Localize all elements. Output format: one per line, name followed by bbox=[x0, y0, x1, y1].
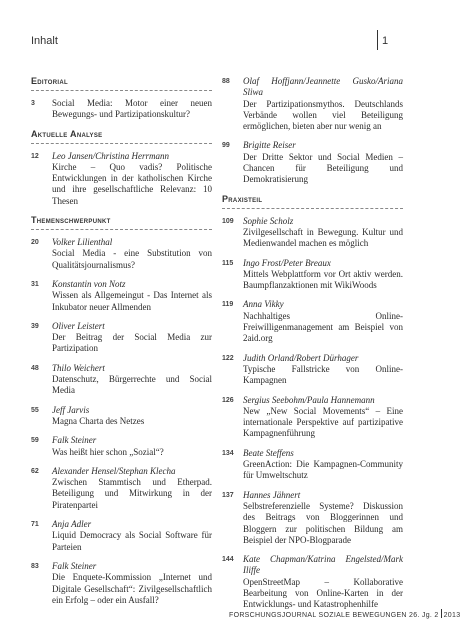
journal-footer bbox=[229, 609, 460, 619]
toc-entry[interactable] bbox=[31, 435, 212, 458]
toc-entry[interactable] bbox=[31, 466, 212, 511]
entry-page-number: 12 bbox=[31, 152, 39, 160]
entry-page-number: 62 bbox=[31, 467, 39, 475]
toc-entry[interactable] bbox=[31, 98, 212, 121]
entry-title: Der Dritte Sektor und Social Medien – Chancen für Beteiligung und Demokratisierung bbox=[243, 151, 403, 185]
entry-author: Konstantin von Notz bbox=[52, 278, 126, 289]
entry-page-number: 115 bbox=[222, 259, 234, 267]
entry-page-number: 83 bbox=[31, 562, 39, 570]
entry-title: Die Enquete-Kommission „Internet und Digitale Gesellschaft“: Zivilgesellschaftlich ein Erfolg – oder ein Ausfall? bbox=[52, 572, 212, 605]
entry-title: Zwischen Stammtisch und Etherpad. Beteiligung und Mitwirkung in der Piratenpartei bbox=[52, 477, 212, 510]
toc-entry[interactable] bbox=[31, 561, 212, 606]
toc-entry[interactable] bbox=[31, 405, 212, 428]
entry-title: Social Media: Motor einer neuen Bewegungs- und Partizipationskultur? bbox=[52, 98, 212, 120]
entry-author: Leo Jansen/Christina Herrmann bbox=[52, 150, 169, 161]
section-heading: Editorial bbox=[31, 76, 68, 86]
section-heading: Themenschwerpunkt bbox=[31, 215, 111, 226]
toc-header-title: Inhalt bbox=[31, 35, 58, 47]
entry-page-number: 109 bbox=[222, 217, 234, 225]
section-rule bbox=[31, 229, 212, 230]
entry-page-number: 71 bbox=[31, 521, 39, 529]
entry-page-number: 48 bbox=[31, 364, 39, 372]
entry-title: Der Beitrag der Social Media zur Partizipation bbox=[52, 332, 212, 354]
entry-author: Beate Steffens bbox=[243, 447, 294, 458]
entry-title: Wissen als Allgemeingut - Das Internet als Inkubator neuer Allmenden bbox=[52, 290, 212, 312]
footer-separator bbox=[441, 609, 442, 618]
entry-page-number: 31 bbox=[31, 280, 39, 288]
entry-page-number: 119 bbox=[222, 301, 234, 309]
toc-entry[interactable] bbox=[31, 321, 212, 355]
entry-author: Brigitte Reiser bbox=[243, 140, 296, 151]
entry-title: Liquid Democracy als Social Software für Parteien bbox=[52, 530, 212, 552]
entry-page-number: 3 bbox=[31, 100, 35, 107]
entry-author: Oliver Leistert bbox=[52, 320, 105, 331]
entry-title: Der Partizipationsmythos. Deutschlands Verbände wollen viel Beteiligung ermöglichen, bieten aber nur wenig an bbox=[243, 98, 403, 132]
entry-title: New „New Social Movements“ – Eine internationale Perspektive auf partizipative Kampagnenführung bbox=[243, 405, 403, 439]
toc-entry[interactable] bbox=[222, 140, 403, 185]
entry-author: Alexander Hensel/Stephan Klecha bbox=[52, 465, 176, 476]
entry-author: Kate Chapman/Katrina Engelsted/Mark Iliffe bbox=[243, 554, 403, 576]
entry-author: Volker Lilienthal bbox=[52, 237, 113, 248]
entry-page-number: 126 bbox=[222, 396, 234, 404]
entry-page-number: 55 bbox=[31, 406, 39, 414]
entry-author: Ingo Frost/Peter Breaux bbox=[243, 257, 331, 268]
section-rule bbox=[31, 90, 212, 91]
footer-year: 2013 bbox=[443, 612, 460, 619]
entry-page-number: 99 bbox=[222, 142, 230, 150]
toc-entry[interactable] bbox=[222, 76, 403, 132]
toc-entry[interactable] bbox=[31, 237, 212, 271]
header-separator bbox=[377, 30, 378, 50]
entry-author: Falk Steiner bbox=[52, 560, 97, 571]
entry-page-number: 144 bbox=[222, 556, 234, 564]
toc-entry[interactable] bbox=[222, 490, 403, 546]
entry-author: Anja Adler bbox=[52, 519, 92, 530]
toc-right-column bbox=[222, 76, 403, 619]
toc-entry[interactable] bbox=[31, 363, 212, 397]
entry-title: GreenAction: Die Kampagnen-Community für Umweltschutz bbox=[243, 459, 403, 481]
entry-title: Nachhaltiges Online-Freiwilligenmanagement am Beispiel von 2aid.org bbox=[243, 310, 403, 344]
page-number: 1 bbox=[382, 35, 389, 47]
toc-entry[interactable] bbox=[222, 554, 403, 610]
toc-entry[interactable] bbox=[222, 353, 403, 387]
toc-entry[interactable] bbox=[222, 258, 403, 292]
section-rule bbox=[222, 208, 403, 209]
toc-entry[interactable] bbox=[222, 216, 403, 250]
entry-title: Typische Fallstricke von Online-Kampagnen bbox=[243, 363, 403, 386]
entry-title: Selbstreferenzielle Systeme? Diskussion des Beitrags von Bloggerinnen und Bloggern zur politischen Bildung am Beispiel der NPO-Blogparade bbox=[243, 500, 403, 545]
entry-author: Sergius Seebohm/Paula Hannemann bbox=[243, 394, 375, 405]
entry-page-number: 122 bbox=[222, 354, 234, 362]
entry-title: Zivilgesellschaft in Bewegung. Kultur und Medienwandel machen es möglich bbox=[243, 226, 403, 249]
entry-title: Magna Charta des Netzes bbox=[52, 415, 145, 426]
toc-entry[interactable] bbox=[31, 519, 212, 553]
entry-title: Kirche – Quo vadis? Politische Entwicklungen in der katholischen Kirche und ihre gesellschaftliche Relevanz: 10 Thesen bbox=[52, 161, 212, 206]
entry-title: Mittels Webplattform vor Ort aktiv werden. Baumpflanzaktionen mit WikiWoods bbox=[243, 268, 403, 291]
toc-entry[interactable] bbox=[222, 448, 403, 482]
entry-title: Was heißt hier schon „Sozial“? bbox=[52, 446, 164, 457]
entry-page-number: 20 bbox=[31, 239, 39, 247]
entry-page-number: 39 bbox=[31, 322, 39, 330]
entry-author: Falk Steiner bbox=[52, 435, 97, 446]
entry-author: Thilo Weichert bbox=[52, 362, 105, 373]
entry-page-number: 134 bbox=[222, 449, 234, 457]
entry-title: OpenStreetMap – Kollaborative Bearbeitung von Online-Karten in der Entwicklungs- und Katastrophenhilfe bbox=[243, 576, 403, 610]
entry-author: Olaf Hoffjann/Jeannette Gusko/Ariana Sliwa bbox=[243, 76, 403, 98]
toc-entry[interactable] bbox=[31, 279, 212, 313]
entry-page-number: 59 bbox=[31, 437, 39, 445]
entry-title: Datenschutz, Bürgerrechte und Social Media bbox=[52, 374, 212, 396]
entry-page-number: 88 bbox=[222, 78, 230, 85]
section-heading: Praxisteil bbox=[222, 193, 263, 204]
entry-title: Social Media - eine Substitution von Qualitätsjournalismus? bbox=[52, 248, 212, 270]
toc-left-column bbox=[31, 76, 212, 614]
toc-entry[interactable] bbox=[222, 299, 403, 344]
entry-author: Anna Vikky bbox=[243, 299, 284, 310]
section-rule bbox=[31, 143, 212, 144]
toc-entry[interactable] bbox=[222, 395, 403, 440]
footer-issue: 2 bbox=[434, 612, 439, 619]
entry-author: Jeff Jarvis bbox=[52, 404, 90, 415]
footer-journal: FORSCHUNGSJOURNAL SOZIALE BEWEGUNGEN 26. Jg. bbox=[229, 612, 433, 619]
entry-author: Sophie Scholz bbox=[243, 215, 294, 226]
section-heading: Aktuelle Analyse bbox=[31, 128, 103, 139]
entry-author: Judith Orland/Robert Dürhager bbox=[243, 352, 359, 363]
toc-entry[interactable] bbox=[31, 151, 212, 207]
entry-page-number: 137 bbox=[222, 491, 234, 499]
entry-author: Hannes Jähnert bbox=[243, 489, 301, 500]
